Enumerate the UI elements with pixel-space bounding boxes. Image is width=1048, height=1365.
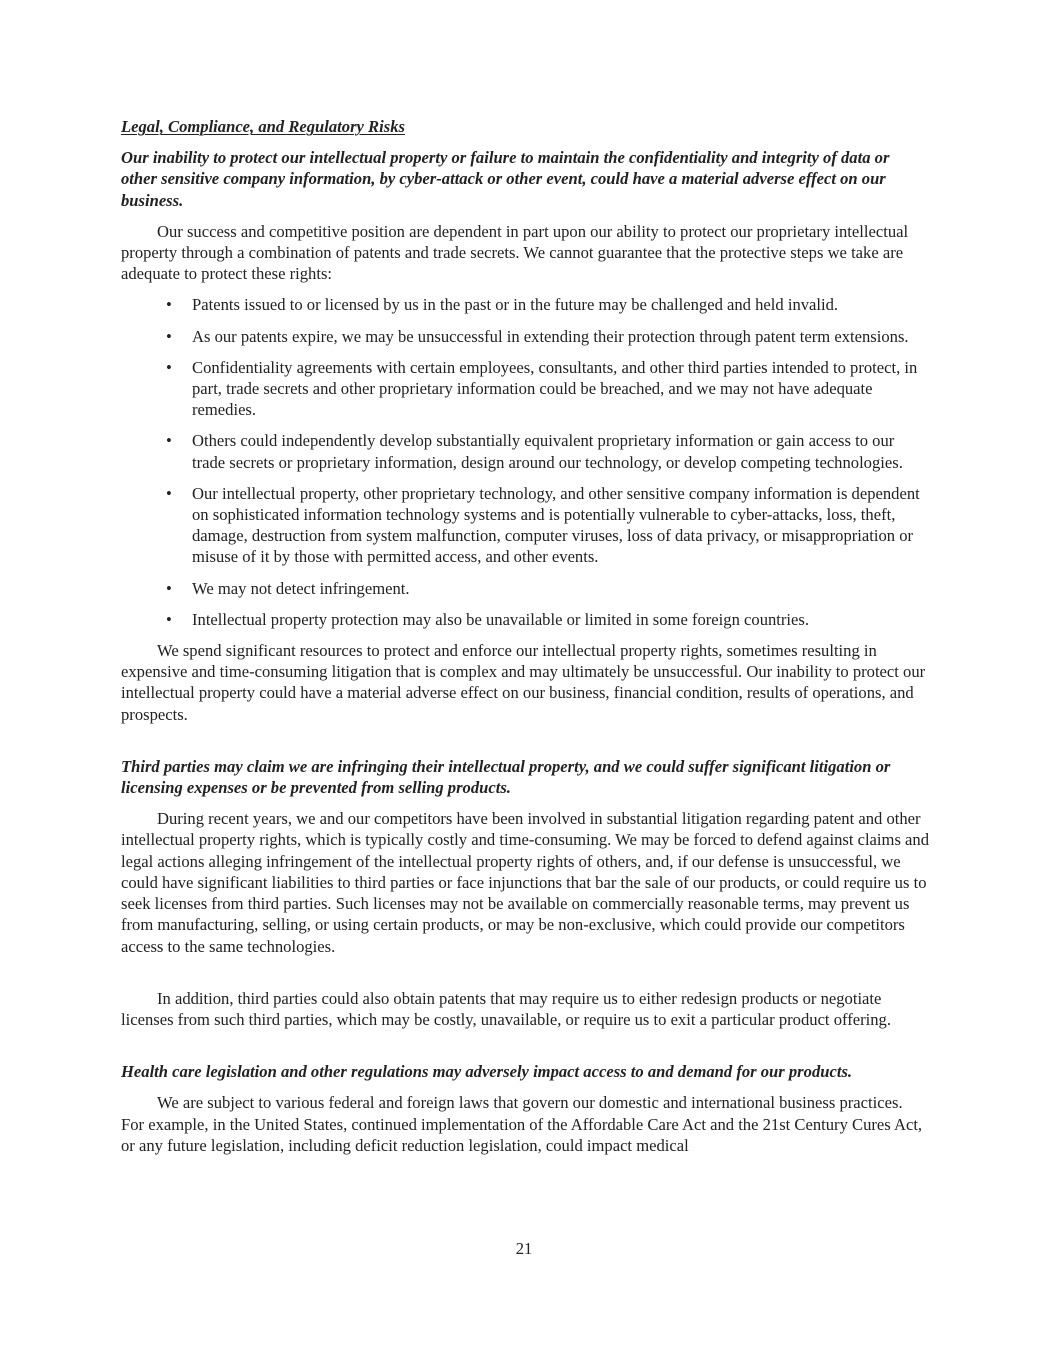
list-item	[121, 357, 929, 421]
paragraph-ip-closing: We spend significant resources to protect and enforce our intellectual property rights, sometimes resulting in expensive and time-consuming litigation that is complex and may ultimately be unsuccessful. Our inability to protect our intellectual property could have a material adverse effect on our business, financial condition, results of operations, and prospects.	[121, 641, 926, 724]
list-item-text: Our intellectual property, other proprietary technology, and other sensitive company information is dependent on sophisticated information technology systems and is potentially vulnerable to cyber-attacks, loss, theft, damage, destruction from system malfunction, computer viruses, loss of data privacy, or misappropriation or misuse of it by those with permitted access, and other events.	[192, 483, 920, 567]
list-item	[121, 294, 929, 315]
list-item-text: Others could independently develop substantially equivalent proprietary information or gain access to our trade secrets or proprietary information, design around our technology, or develop competing technologies.	[192, 431, 903, 472]
list-item	[121, 609, 929, 630]
bullet-marker: •	[166, 295, 172, 315]
list-item-text: We may not detect infringement.	[192, 578, 410, 598]
risk-heading-ip-protection: Our inability to protect our intellectual property or failure to maintain the confidentiality and integrity of data or other sensitive company information, by cyber-attack or other event, could have a material adverse effect on our business.	[121, 148, 890, 210]
page-number: 21	[515, 1239, 533, 1258]
risk-heading-health-care-legislation: Health care legislation and other regulations may adversely impact access to and demand for our products.	[121, 1062, 853, 1082]
list-item-text: Intellectual property protection may also be unavailable or limited in some foreign countries.	[192, 609, 809, 629]
paragraph-litigation: During recent years, we and our competitors have been involved in substantial litigation regarding patent and other intellectual property rights, which is typically costly and time-consuming. We may be forced to defend against claims and legal actions alleging infringement of the intellectual property rights of others, and, if our defense is unsuccessful, we could have significant liabilities to third parties or face injunctions that bar the sale of our products, or could require us to seek licenses from third parties. Such licenses may not be available on commercially reasonable terms, may prevent us from manufacturing, selling, or using certain products, or may be non-exclusive, which could provide our competitors access to the same technologies.	[121, 809, 930, 956]
list-item-text: As our patents expire, we may be unsuccessful in extending their protection through patent term extensions.	[192, 326, 909, 346]
risk-third-party-claims	[121, 756, 929, 1030]
list-item	[121, 326, 929, 347]
bullet-marker: •	[166, 326, 172, 346]
list-item	[121, 483, 929, 568]
risk-ip-protection	[121, 147, 929, 725]
bullet-marker: •	[166, 431, 172, 451]
bullet-list-ip-risks	[121, 294, 929, 630]
bullet-marker: •	[166, 609, 172, 629]
document-page	[121, 116, 929, 1166]
list-item	[121, 430, 929, 472]
bullet-marker: •	[166, 578, 172, 598]
list-item	[121, 578, 929, 599]
section-title: Legal, Compliance, and Regulatory Risks	[121, 117, 405, 136]
list-item-text: Patents issued to or licensed by us in the past or in the future may be challenged and held invalid.	[192, 295, 839, 315]
paragraph-federal-laws: We are subject to various federal and foreign laws that govern our domestic and international business practices. For example, in the United States, continued implementation of the Affordable Care Act and the 21st Century Cures Act, or any future legislation, including deficit reduction legislation, could impact medical	[121, 1093, 923, 1155]
list-item-text: Confidentiality agreements with certain employees, consultants, and other third parties intended to protect, in part, trade secrets and other proprietary information could be breached, and we may not have adequate remedies.	[192, 357, 918, 420]
bullet-marker: •	[166, 357, 172, 377]
risk-health-care-legislation	[121, 1061, 929, 1156]
bullet-marker: •	[166, 483, 172, 503]
paragraph-ip-intro: Our success and competitive position are dependent in part upon our ability to protect our proprietary intellectual property through a combination of patents and trade secrets. We cannot guarantee that the protective steps we take are adequate to protect these rights:	[121, 221, 909, 284]
paragraph-third-party-patents: In addition, third parties could also obtain patents that may require us to either redesign products or negotiate licenses from such third parties, which may be costly, unavailable, or require us to exit a particular product offering.	[121, 988, 891, 1029]
risk-heading-third-party-claims: Third parties may claim we are infringing their intellectual property, and we could suffer significant litigation or licensing expenses or be prevented from selling products.	[121, 756, 891, 798]
